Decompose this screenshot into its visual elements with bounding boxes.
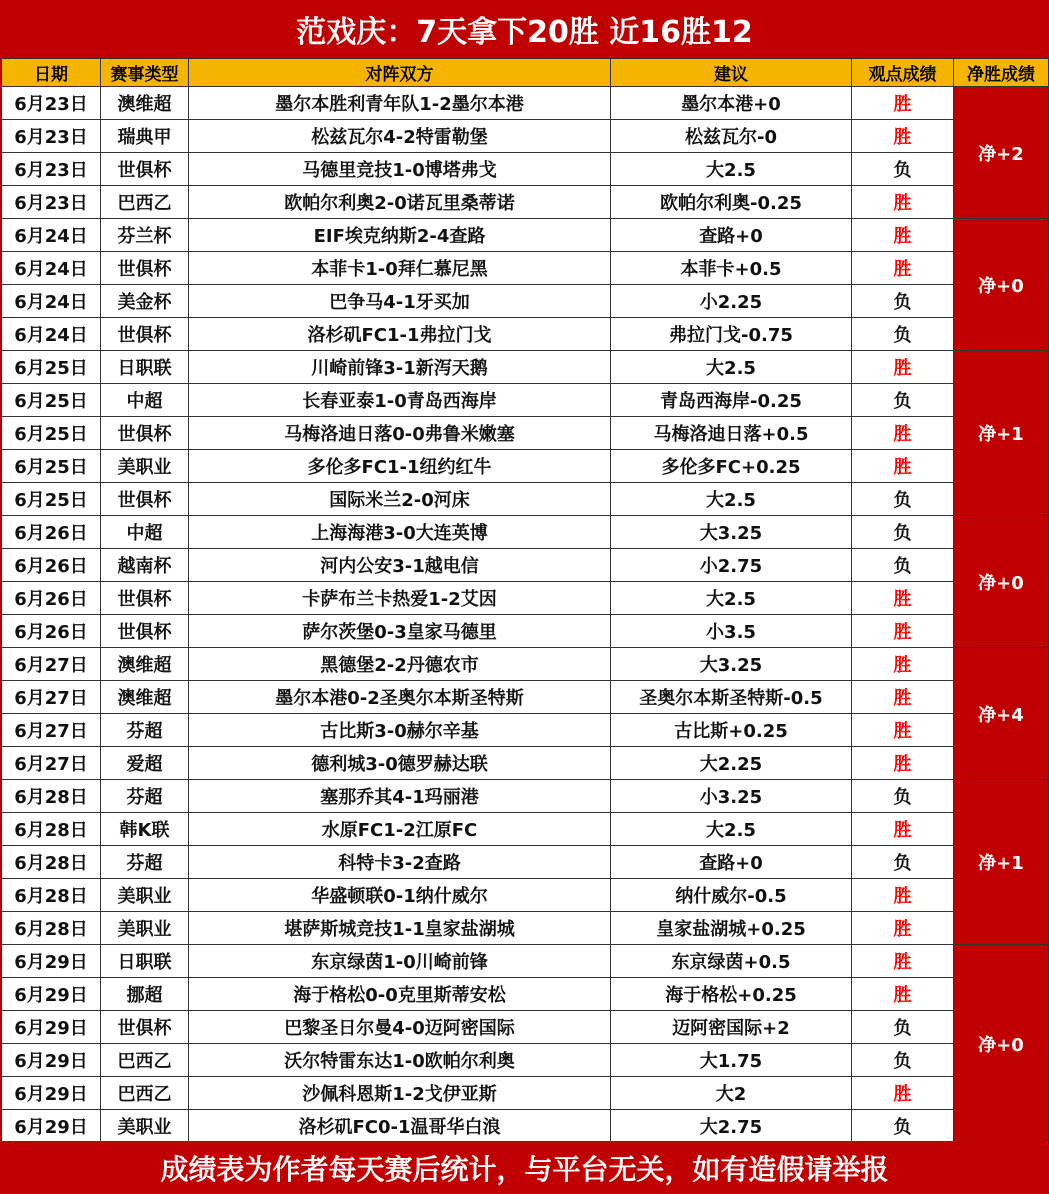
- results-table: [1, 58, 1049, 1143]
- cell-date: 6月23日: [2, 120, 101, 153]
- table-row: [2, 813, 1049, 846]
- table-row: [2, 714, 1049, 747]
- cell-pick: 大2.5: [611, 153, 852, 186]
- cell-league: 世俱杯: [101, 252, 189, 285]
- cell-league: 日职联: [101, 351, 189, 384]
- cell-pick: 大2.5: [611, 813, 852, 846]
- cell-match: 卡萨布兰卡热爱1-2艾因: [189, 582, 611, 615]
- cell-match: 塞那乔其4-1玛丽港: [189, 780, 611, 813]
- cell-date: 6月27日: [2, 714, 101, 747]
- cell-pick: 查路+0: [611, 219, 852, 252]
- cell-date: 6月28日: [2, 879, 101, 912]
- cell-league: 韩K联: [101, 813, 189, 846]
- net-result-badge: 净+1: [954, 780, 1049, 945]
- cell-league: 芬超: [101, 846, 189, 879]
- cell-match: 古比斯3-0赫尔辛基: [189, 714, 611, 747]
- cell-match: 墨尔本胜利青年队1-2墨尔本港: [189, 87, 611, 120]
- table-row: [2, 417, 1049, 450]
- header-league: 赛事类型: [101, 59, 189, 87]
- cell-league: 世俱杯: [101, 417, 189, 450]
- cell-result: 胜: [852, 450, 954, 483]
- cell-result: 负: [852, 1011, 954, 1044]
- header-date: 日期: [2, 59, 101, 87]
- cell-match: 巴争马4-1牙买加: [189, 285, 611, 318]
- cell-result: 胜: [852, 681, 954, 714]
- cell-pick: 大1.75: [611, 1044, 852, 1077]
- cell-pick: 小2.25: [611, 285, 852, 318]
- cell-result: 胜: [852, 351, 954, 384]
- cell-league: 越南杯: [101, 549, 189, 582]
- table-row: [2, 747, 1049, 780]
- cell-league: 世俱杯: [101, 1011, 189, 1044]
- cell-match: 马德里竞技1-0博塔弗戈: [189, 153, 611, 186]
- cell-pick: 小2.75: [611, 549, 852, 582]
- cell-pick: 本菲卡+0.5: [611, 252, 852, 285]
- cell-match: 川崎前锋3-1新泻天鹅: [189, 351, 611, 384]
- cell-result: 负: [852, 549, 954, 582]
- cell-league: 美职业: [101, 1110, 189, 1143]
- cell-pick: 青岛西海岸-0.25: [611, 384, 852, 417]
- table-row: [2, 549, 1049, 582]
- cell-league: 世俱杯: [101, 582, 189, 615]
- cell-result: 胜: [852, 87, 954, 120]
- cell-result: 胜: [852, 714, 954, 747]
- cell-league: 澳维超: [101, 681, 189, 714]
- cell-pick: 多伦多FC+0.25: [611, 450, 852, 483]
- cell-match: 长春亚泰1-0青岛西海岸: [189, 384, 611, 417]
- cell-pick: 大3.25: [611, 516, 852, 549]
- cell-date: 6月26日: [2, 549, 101, 582]
- table-row: [2, 516, 1049, 549]
- cell-result: 负: [852, 780, 954, 813]
- table-row: [2, 846, 1049, 879]
- cell-pick: 墨尔本港+0: [611, 87, 852, 120]
- table-row: [2, 87, 1049, 120]
- cell-match: 华盛顿联0-1纳什威尔: [189, 879, 611, 912]
- cell-date: 6月25日: [2, 384, 101, 417]
- cell-date: 6月29日: [2, 1077, 101, 1110]
- cell-pick: 大3.25: [611, 648, 852, 681]
- cell-result: 负: [852, 846, 954, 879]
- table-row: [2, 1044, 1049, 1077]
- cell-pick: 马梅洛迪日落+0.5: [611, 417, 852, 450]
- table-row: [2, 615, 1049, 648]
- cell-pick: 皇家盐湖城+0.25: [611, 912, 852, 945]
- cell-pick: 大2.5: [611, 483, 852, 516]
- cell-result: 胜: [852, 417, 954, 450]
- table-row: [2, 450, 1049, 483]
- table-row: [2, 681, 1049, 714]
- table-row: [2, 1110, 1049, 1143]
- cell-result: 负: [852, 285, 954, 318]
- table-row: [2, 351, 1049, 384]
- cell-match: 黑德堡2-2丹德农市: [189, 648, 611, 681]
- net-result-badge: 净+0: [954, 945, 1049, 1143]
- cell-result: 胜: [852, 219, 954, 252]
- table-row: [2, 186, 1049, 219]
- cell-match: 德利城3-0德罗赫达联: [189, 747, 611, 780]
- cell-date: 6月23日: [2, 186, 101, 219]
- cell-date: 6月27日: [2, 681, 101, 714]
- cell-match: 洛杉矶FC1-1弗拉门戈: [189, 318, 611, 351]
- table-row: [2, 219, 1049, 252]
- cell-date: 6月27日: [2, 648, 101, 681]
- cell-league: 中超: [101, 516, 189, 549]
- cell-result: 胜: [852, 747, 954, 780]
- cell-date: 6月29日: [2, 1011, 101, 1044]
- cell-league: 中超: [101, 384, 189, 417]
- cell-date: 6月28日: [2, 912, 101, 945]
- cell-date: 6月29日: [2, 1110, 101, 1143]
- table-row: [2, 978, 1049, 1011]
- cell-date: 6月25日: [2, 351, 101, 384]
- cell-date: 6月24日: [2, 285, 101, 318]
- table-row: [2, 1011, 1049, 1044]
- cell-date: 6月24日: [2, 318, 101, 351]
- cell-result: 负: [852, 318, 954, 351]
- cell-league: 澳维超: [101, 87, 189, 120]
- net-result-badge: 净+1: [954, 351, 1049, 516]
- cell-match: EIF埃克纳斯2-4查路: [189, 219, 611, 252]
- cell-date: 6月28日: [2, 813, 101, 846]
- cell-match: 巴黎圣日尔曼4-0迈阿密国际: [189, 1011, 611, 1044]
- cell-result: 胜: [852, 186, 954, 219]
- cell-pick: 海于格松+0.25: [611, 978, 852, 1011]
- cell-date: 6月29日: [2, 945, 101, 978]
- cell-result: 负: [852, 153, 954, 186]
- cell-result: 负: [852, 483, 954, 516]
- table-row: [2, 153, 1049, 186]
- cell-date: 6月25日: [2, 450, 101, 483]
- table-row: [2, 780, 1049, 813]
- cell-result: 胜: [852, 582, 954, 615]
- cell-league: 爱超: [101, 747, 189, 780]
- cell-league: 世俱杯: [101, 483, 189, 516]
- cell-pick: 迈阿密国际+2: [611, 1011, 852, 1044]
- cell-date: 6月27日: [2, 747, 101, 780]
- cell-pick: 圣奥尔本斯圣特斯-0.5: [611, 681, 852, 714]
- cell-league: 芬兰杯: [101, 219, 189, 252]
- cell-result: 负: [852, 516, 954, 549]
- table-row: [2, 285, 1049, 318]
- cell-date: 6月24日: [2, 219, 101, 252]
- cell-league: 世俱杯: [101, 615, 189, 648]
- cell-result: 胜: [852, 945, 954, 978]
- cell-pick: 弗拉门戈-0.75: [611, 318, 852, 351]
- cell-date: 6月25日: [2, 417, 101, 450]
- cell-match: 水原FC1-2江原FC: [189, 813, 611, 846]
- cell-pick: 纳什威尔-0.5: [611, 879, 852, 912]
- cell-date: 6月25日: [2, 483, 101, 516]
- net-result-badge: 净+4: [954, 648, 1049, 780]
- cell-league: 世俱杯: [101, 318, 189, 351]
- table-row: [2, 648, 1049, 681]
- cell-match: 马梅洛迪日落0-0弗鲁米嫩塞: [189, 417, 611, 450]
- header-net: 净胜成绩: [954, 59, 1049, 87]
- cell-result: 负: [852, 1044, 954, 1077]
- cell-date: 6月26日: [2, 582, 101, 615]
- cell-pick: 小3.5: [611, 615, 852, 648]
- cell-date: 6月24日: [2, 252, 101, 285]
- cell-date: 6月28日: [2, 846, 101, 879]
- table-row: [2, 582, 1049, 615]
- cell-pick: 东京绿茵+0.5: [611, 945, 852, 978]
- cell-date: 6月29日: [2, 978, 101, 1011]
- cell-date: 6月23日: [2, 153, 101, 186]
- cell-result: 胜: [852, 1077, 954, 1110]
- table-row: [2, 318, 1049, 351]
- cell-league: 美金杯: [101, 285, 189, 318]
- cell-pick: 大2.25: [611, 747, 852, 780]
- cell-pick: 大2: [611, 1077, 852, 1110]
- cell-league: 芬超: [101, 714, 189, 747]
- cell-date: 6月29日: [2, 1044, 101, 1077]
- cell-pick: 松兹瓦尔-0: [611, 120, 852, 153]
- cell-league: 巴西乙: [101, 1077, 189, 1110]
- table-row: [2, 120, 1049, 153]
- cell-match: 国际米兰2-0河床: [189, 483, 611, 516]
- cell-match: 东京绿茵1-0川崎前锋: [189, 945, 611, 978]
- cell-league: 美职业: [101, 912, 189, 945]
- cell-league: 巴西乙: [101, 1044, 189, 1077]
- cell-date: 6月23日: [2, 87, 101, 120]
- cell-league: 澳维超: [101, 648, 189, 681]
- net-result-badge: 净+0: [954, 219, 1049, 351]
- cell-pick: 大2.5: [611, 582, 852, 615]
- table-row: [2, 912, 1049, 945]
- cell-match: 洛杉矶FC0-1温哥华白浪: [189, 1110, 611, 1143]
- cell-match: 河内公安3-1越电信: [189, 549, 611, 582]
- footer-disclaimer: 成绩表为作者每天赛后统计，与平台无关，如有造假请举报: [0, 1141, 1049, 1194]
- cell-pick: 小3.25: [611, 780, 852, 813]
- cell-result: 胜: [852, 813, 954, 846]
- cell-result: 胜: [852, 648, 954, 681]
- cell-match: 堪萨斯城竞技1-1皇家盐湖城: [189, 912, 611, 945]
- cell-match: 多伦多FC1-1纽约红牛: [189, 450, 611, 483]
- cell-result: 胜: [852, 879, 954, 912]
- cell-match: 上海海港3-0大连英博: [189, 516, 611, 549]
- cell-league: 瑞典甲: [101, 120, 189, 153]
- cell-match: 松兹瓦尔4-2特雷勒堡: [189, 120, 611, 153]
- header-result: 观点成绩: [852, 59, 954, 87]
- cell-match: 海于格松0-0克里斯蒂安松: [189, 978, 611, 1011]
- header-pick: 建议: [611, 59, 852, 87]
- cell-pick: 大2.75: [611, 1110, 852, 1143]
- table-row: [2, 483, 1049, 516]
- cell-result: 胜: [852, 252, 954, 285]
- cell-pick: 古比斯+0.25: [611, 714, 852, 747]
- cell-match: 萨尔茨堡0-3皇家马德里: [189, 615, 611, 648]
- cell-league: 美职业: [101, 450, 189, 483]
- cell-match: 墨尔本港0-2圣奥尔本斯圣特斯: [189, 681, 611, 714]
- cell-result: 负: [852, 1110, 954, 1143]
- cell-date: 6月28日: [2, 780, 101, 813]
- cell-match: 沃尔特雷东达1-0欧帕尔利奥: [189, 1044, 611, 1077]
- table-row: [2, 879, 1049, 912]
- cell-result: 胜: [852, 978, 954, 1011]
- cell-league: 芬超: [101, 780, 189, 813]
- cell-pick: 欧帕尔利奥-0.25: [611, 186, 852, 219]
- cell-match: 沙佩科恩斯1-2戈伊亚斯: [189, 1077, 611, 1110]
- cell-league: 世俱杯: [101, 153, 189, 186]
- cell-pick: 大2.5: [611, 351, 852, 384]
- page-title: 范戏庆：7天拿下20胜 近16胜12: [0, 0, 1049, 58]
- cell-date: 6月26日: [2, 615, 101, 648]
- cell-result: 负: [852, 384, 954, 417]
- table-row: [2, 1077, 1049, 1110]
- cell-date: 6月26日: [2, 516, 101, 549]
- header-match: 对阵双方: [189, 59, 611, 87]
- net-result-badge: 净+2: [954, 87, 1049, 219]
- cell-match: 本菲卡1-0拜仁慕尼黑: [189, 252, 611, 285]
- cell-match: 欧帕尔利奥2-0诺瓦里桑蒂诺: [189, 186, 611, 219]
- header-row: [2, 59, 1049, 87]
- cell-result: 胜: [852, 615, 954, 648]
- cell-league: 日职联: [101, 945, 189, 978]
- net-result-badge: 净+0: [954, 516, 1049, 648]
- results-body: [2, 87, 1049, 1143]
- table-row: [2, 384, 1049, 417]
- cell-league: 美职业: [101, 879, 189, 912]
- cell-league: 挪超: [101, 978, 189, 1011]
- table-row: [2, 945, 1049, 978]
- cell-pick: 查路+0: [611, 846, 852, 879]
- cell-result: 胜: [852, 120, 954, 153]
- cell-result: 胜: [852, 912, 954, 945]
- cell-match: 科特卡3-2查路: [189, 846, 611, 879]
- table-row: [2, 252, 1049, 285]
- cell-league: 巴西乙: [101, 186, 189, 219]
